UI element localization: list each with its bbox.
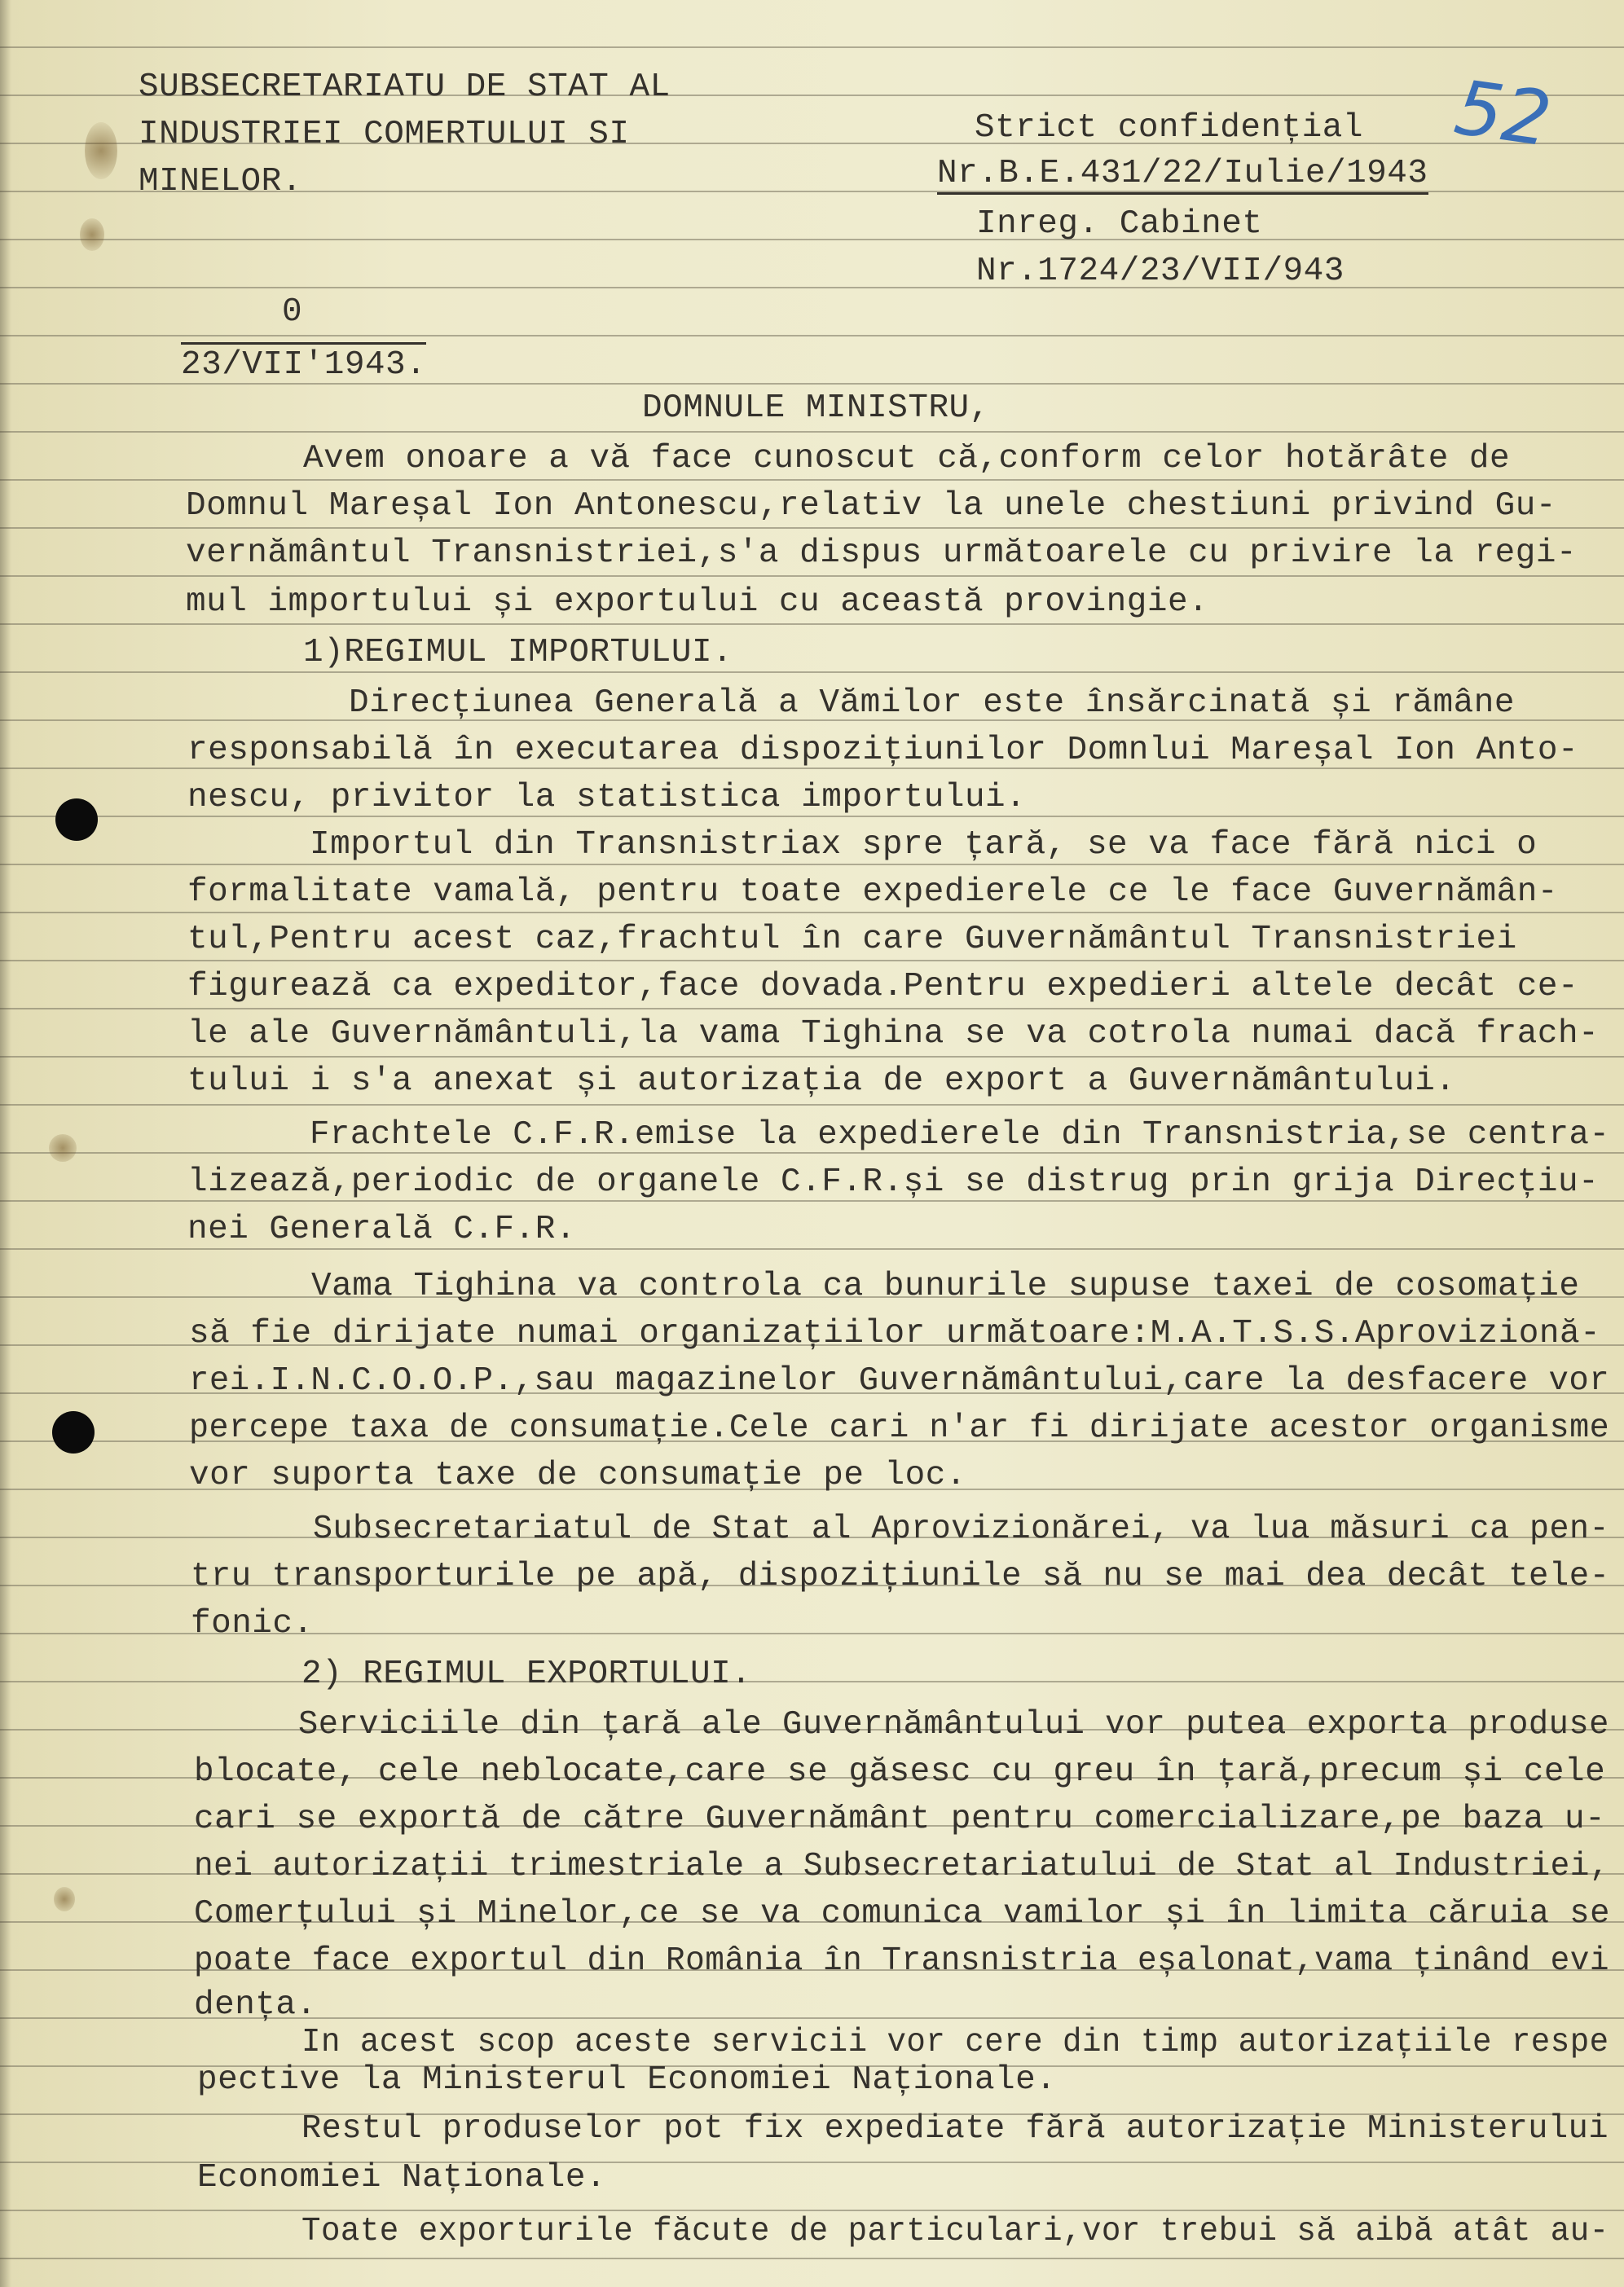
s1p4-line-4: percepe taxa de consumație.Cele cari n'ar fi dirijate acestor organisme	[189, 1410, 1610, 1447]
s2p3-line-2: Economiei Naționale.	[197, 2159, 607, 2197]
section2-title: 2) REGIMUL EXPORTULUI.	[301, 1656, 752, 1693]
classification-label: Strict confidențial	[975, 109, 1363, 147]
institution-line-1: SUBSECRETARIATU DE STAT AL	[139, 68, 671, 106]
dispatch-date: 23/VII'1943.	[181, 342, 426, 384]
reference-number: Nr.B.E.431/22/Iulie/1943	[937, 155, 1428, 195]
s2p1-line-7: dența.	[194, 1986, 317, 2024]
s1p4-line-5: vor suporta taxe de consumație pe loc.	[189, 1457, 966, 1494]
intro-line-4: mul importului și exportului cu această provingie.	[186, 583, 1209, 621]
s2p1-line-6: poate face exportul din România în Transnistria eșalonat,vama ținând evi	[194, 1942, 1610, 1980]
s1p2-line-1: Importul din Transnistriax spre țară, se va face fără nici o	[310, 826, 1538, 864]
s1p1-line-3: nescu, privitor la statistica importului.	[187, 779, 1027, 816]
staple-stain-1	[85, 122, 117, 179]
section1-title: 1)REGIMUL IMPORTULUI.	[303, 634, 733, 671]
handwritten-folio-number: 52	[1450, 64, 1556, 164]
s1p3-line-2: lizează,periodic de organele C.F.R.și se distrug prin grija Direcțiu-	[187, 1163, 1600, 1201]
s2p2-line-2: pective la Ministerul Economiei Naționale.	[197, 2061, 1057, 2099]
s1p4-line-2: să fie dirijate numai organizațiilor următoare:M.A.T.S.S.Aprovizionă-	[189, 1315, 1601, 1352]
s2p3-line-1: Restul produselor pot fix expediate fără autorizație Ministerului	[301, 2110, 1609, 2148]
intro-line-3: vernământul Transnistriei,s'a dispus următoarele cu privire la regi-	[186, 534, 1578, 572]
s2p1-line-2: blocate, cele neblocate,care se găsesc cu greu în țară,precum și cele	[194, 1753, 1606, 1791]
punch-hole-top	[55, 798, 98, 841]
dispatch-mark: 0	[282, 293, 303, 331]
s2p4-line-1: Toate exporturile făcute de particulari,vor trebui să aibă atât au-	[301, 2213, 1609, 2250]
s2p1-line-4: nei autorizații trimestriale a Subsecretariatului de Stat al Industriei,	[194, 1848, 1610, 1885]
s1p1-line-1: Direcțiunea Generală a Vămilor este însărcinată și rămâne	[349, 684, 1515, 722]
staple-stain-4	[54, 1887, 75, 1911]
s1p4-line-1: Vama Tighina va controla ca bunurile supuse taxei de cosomație	[311, 1268, 1580, 1305]
staple-stain-2	[80, 218, 104, 251]
institution-line-3: MINELOR.	[139, 163, 302, 200]
staple-stain-3	[49, 1134, 77, 1162]
s2p1-line-1: Serviciile din țară ale Guvernământului vor putea exporta produse	[298, 1706, 1609, 1744]
s1p5-line-3: fonic.	[191, 1605, 314, 1643]
registration-line-1: Inreg. Cabinet	[976, 205, 1263, 243]
page-edge-shadow	[0, 0, 11, 2287]
s1p5-line-1: Subsecretariatul de Stat al Aprovizionărei, va lua măsuri ca pen-	[313, 1511, 1609, 1548]
s1p2-line-6: tului i s'a anexat și autorizația de export a Guvernământului.	[187, 1062, 1456, 1100]
s1p3-line-3: nei Generală C.F.R.	[187, 1211, 576, 1248]
s2p2-line-1: In acest scop aceste servicii vor cere din timp autorizațiile respe	[301, 2024, 1609, 2061]
s2p1-line-3: cari se exportă de către Guvernământ pentru comercializare,pe baza u-	[194, 1801, 1606, 1838]
s1p4-line-3: rei.I.N.C.O.O.P.,sau magazinelor Guvernământului,care la desfacere vor	[189, 1362, 1610, 1400]
s1p2-line-4: figurează ca expeditor,face dovada.Pentru expedieri altele decât ce-	[187, 968, 1579, 1005]
intro-line-1: Avem onoare a vă face cunoscut că,conform celor hotărâte de	[303, 440, 1511, 477]
institution-line-2: INDUSTRIEI COMERTULUI SI	[139, 116, 630, 153]
s2p1-line-5: Comerțului și Minelor,ce se va comunica vamilor și în limita căruia se	[194, 1895, 1610, 1933]
s1p2-line-2: formalitate vamală, pentru toate expedierele ce le face Guvernămân-	[187, 873, 1558, 911]
registration-line-2: Nr.1724/23/VII/943	[976, 253, 1345, 290]
s1p5-line-2: tru transporturile pe apă, dispozițiunile să nu se mai dea decât tele-	[191, 1558, 1610, 1595]
punch-hole-bottom	[52, 1411, 95, 1454]
s1p1-line-2: responsabilă în executarea dispozițiunilor Domnlui Mareșal Ion Anto-	[187, 732, 1579, 769]
intro-line-2: Domnul Mareșal Ion Antonescu,relativ la unele chestiuni privind Gu-	[186, 487, 1556, 525]
s1p3-line-1: Frachtele C.F.R.emise la expedierele din Transnistria,se centra-	[310, 1116, 1610, 1154]
s1p2-line-5: le ale Guvernământuli,la vama Tighina se va cotrola numai dacă frach-	[187, 1015, 1600, 1053]
salutation: DOMNULE MINISTRU,	[642, 389, 990, 427]
s1p2-line-3: tul,Pentru acest caz,frachtul în care Guvernământul Transnistriei	[187, 921, 1517, 958]
